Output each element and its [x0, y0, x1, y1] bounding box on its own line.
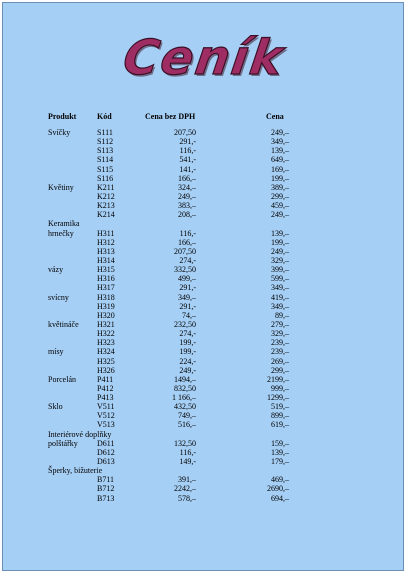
net-price-cell: 224,- — [179, 356, 196, 366]
code-cell: H326 — [97, 365, 115, 375]
code-cell: S115 — [97, 164, 114, 174]
table-row — [0, 201, 408, 210]
net-price-cell: 232,50 — [174, 319, 196, 329]
net-price-cell: 166,– — [178, 173, 196, 183]
price-cell: 2690,– — [267, 484, 289, 494]
code-cell: H325 — [97, 356, 115, 366]
net-price-cell: 74,– — [182, 310, 196, 320]
price-cell: 89,– — [275, 310, 289, 320]
net-price-cell: 324,– — [178, 182, 196, 192]
net-price-cell: 132,50 — [174, 438, 196, 448]
table-row — [0, 238, 408, 247]
net-price-cell: 116,- — [179, 447, 196, 457]
code-cell: S112 — [97, 137, 114, 147]
header-price: Cena — [266, 112, 284, 121]
code-cell: K213 — [97, 201, 115, 211]
code-cell: K211 — [97, 182, 115, 192]
product-cell: Porcelán — [48, 374, 76, 384]
code-cell: S116 — [97, 173, 114, 183]
table-row — [0, 174, 408, 183]
table-row — [0, 357, 408, 366]
net-price-cell: 578,– — [178, 493, 196, 503]
code-cell: K212 — [97, 191, 115, 201]
table-row — [0, 411, 408, 420]
net-price-cell: 541,- — [179, 155, 196, 165]
header-net-price: Cena bez DPH — [145, 112, 196, 121]
product-cell: svícny — [48, 292, 69, 302]
table-row — [0, 329, 408, 338]
table-row — [0, 219, 408, 228]
net-price-cell: 116,- — [179, 146, 196, 156]
code-cell: H313 — [97, 246, 115, 256]
table-row — [0, 402, 408, 411]
product-cell: Keramika — [48, 219, 80, 229]
table-row — [0, 229, 408, 238]
table-row — [0, 302, 408, 311]
price-cell: 999,– — [271, 383, 289, 393]
product-cell: polštářky — [48, 438, 78, 448]
price-cell: 139,– — [271, 228, 289, 238]
net-price-cell: 249,- — [179, 365, 196, 375]
product-cell: hrnečky — [48, 228, 74, 238]
price-cell: 329,– — [271, 329, 289, 339]
price-cell: 349,– — [271, 283, 289, 293]
product-cell: Sklo — [48, 402, 63, 412]
price-cell: 599,– — [271, 274, 289, 284]
table-row — [0, 347, 408, 356]
code-cell: V511 — [97, 402, 115, 412]
price-cell: 329,– — [271, 255, 289, 265]
price-cell: 299,– — [271, 191, 289, 201]
code-cell: H324 — [97, 347, 115, 357]
table-row — [0, 448, 408, 457]
net-price-cell: 291,- — [179, 283, 196, 293]
price-cell: 179,– — [271, 457, 289, 467]
price-cell: 619,– — [271, 420, 289, 430]
net-price-cell: 274,- — [179, 255, 196, 265]
table-row — [0, 274, 408, 283]
price-cell: 459,– — [271, 201, 289, 211]
table-row — [0, 311, 408, 320]
product-cell: mísy — [48, 347, 64, 357]
product-cell: Svíčky — [48, 128, 71, 137]
price-cell: 419,– — [271, 292, 289, 302]
net-price-cell: 391,– — [178, 475, 196, 485]
code-cell: H311 — [97, 228, 115, 238]
price-cell: 469,– — [271, 475, 289, 485]
table-row — [0, 283, 408, 292]
code-cell: H316 — [97, 274, 115, 284]
code-cell: H318 — [97, 292, 115, 302]
table-row — [0, 320, 408, 329]
table-row — [0, 146, 408, 155]
price-cell: 249,– — [271, 128, 289, 137]
code-cell: V513 — [97, 420, 115, 430]
table-row — [0, 128, 408, 137]
net-price-cell: 116,- — [179, 228, 196, 238]
table-row — [0, 155, 408, 164]
price-cell: 139,– — [271, 146, 289, 156]
net-price-cell: 291,- — [179, 137, 196, 147]
net-price-cell: 832,50 — [174, 383, 196, 393]
net-price-cell: 141,- — [179, 164, 196, 174]
code-cell: B713 — [97, 493, 115, 503]
net-price-cell: 207,50 — [174, 128, 196, 137]
net-price-cell: 199,- — [179, 338, 196, 348]
code-cell: V512 — [97, 411, 115, 421]
net-price-cell: 383,– — [178, 201, 196, 211]
net-price-cell: 207,50 — [174, 246, 196, 256]
price-cell: 199,– — [271, 173, 289, 183]
code-cell: P413 — [97, 393, 114, 403]
product-cell: vázy — [48, 265, 64, 275]
code-cell: D612 — [97, 447, 115, 457]
table-row — [0, 393, 408, 402]
table-row — [0, 192, 408, 201]
code-cell: H319 — [97, 301, 115, 311]
table-row — [0, 439, 408, 448]
code-cell: H315 — [97, 265, 115, 275]
price-cell: 299,– — [271, 365, 289, 375]
table-row — [0, 183, 408, 192]
price-cell: 694,– — [271, 493, 289, 503]
price-cell: 519,– — [271, 402, 289, 412]
code-cell: H312 — [97, 237, 115, 247]
net-price-cell: 1494,– — [174, 374, 196, 384]
table-row — [0, 366, 408, 375]
table-row — [0, 430, 408, 439]
product-cell: květináče — [48, 319, 79, 329]
table-row — [0, 137, 408, 146]
product-cell: Šperky, bižuterie — [48, 466, 103, 476]
net-price-cell: 249,– — [178, 191, 196, 201]
table-row — [0, 375, 408, 384]
table-row — [0, 265, 408, 274]
product-cell: Interiérové doplňky — [48, 429, 112, 439]
table-row — [0, 475, 408, 484]
header-product: Produkt — [48, 112, 77, 121]
code-cell: S113 — [97, 146, 114, 156]
price-cell: 899,– — [271, 411, 289, 421]
price-cell: 249,– — [271, 246, 289, 256]
code-cell: H314 — [97, 255, 115, 265]
net-price-cell: 332,50 — [174, 265, 196, 275]
price-cell: 159,– — [271, 438, 289, 448]
table-row — [0, 466, 408, 475]
code-cell: P411 — [97, 374, 114, 384]
price-cell: 279,– — [271, 319, 289, 329]
price-cell: 249,– — [271, 210, 289, 220]
net-price-cell: 432,50 — [174, 402, 196, 412]
code-cell: H322 — [97, 329, 115, 339]
price-cell: 269,– — [271, 356, 289, 366]
price-cell: 649,– — [271, 155, 289, 165]
page-title: Ceník — [119, 30, 289, 86]
code-cell: S111 — [97, 128, 113, 137]
net-price-cell: 291,- — [179, 301, 196, 311]
code-cell: H320 — [97, 310, 115, 320]
price-cell: 2199,– — [267, 374, 289, 384]
table-row — [0, 256, 408, 265]
price-cell: 169,– — [271, 164, 289, 174]
code-cell: D611 — [97, 438, 115, 448]
code-cell: H323 — [97, 338, 115, 348]
product-cell: Květiny — [48, 182, 74, 192]
price-cell: 349,– — [271, 301, 289, 311]
code-cell: B712 — [97, 484, 115, 494]
code-cell: K214 — [97, 210, 115, 220]
table-row — [0, 384, 408, 393]
net-price-cell: 2242,– — [174, 484, 196, 494]
table-row — [0, 293, 408, 302]
price-cell: 239,– — [271, 347, 289, 357]
table-row — [0, 165, 408, 174]
net-price-cell: 349,– — [178, 292, 196, 302]
table-row — [0, 484, 408, 493]
table-row — [0, 457, 408, 466]
net-price-cell: 1 166,– — [172, 393, 196, 403]
code-cell: H317 — [97, 283, 115, 293]
price-cell: 349,– — [271, 137, 289, 147]
price-cell: 139,– — [271, 447, 289, 457]
net-price-cell: 516,– — [178, 420, 196, 430]
code-cell: B711 — [97, 475, 115, 485]
table-row — [0, 210, 408, 219]
table-row — [0, 247, 408, 256]
net-price-cell: 149,- — [179, 457, 196, 467]
table-row — [0, 420, 408, 429]
net-price-cell: 499,– — [178, 274, 196, 284]
price-cell: 199,– — [271, 237, 289, 247]
code-cell: P412 — [97, 383, 114, 393]
code-cell: H321 — [97, 319, 115, 329]
code-cell: D613 — [97, 457, 115, 467]
table-row — [0, 338, 408, 347]
net-price-cell: 274,- — [179, 329, 196, 339]
price-cell: 399,– — [271, 265, 289, 275]
table-row — [0, 494, 408, 503]
net-price-cell: 208,– — [178, 210, 196, 220]
price-cell: 389,– — [271, 182, 289, 192]
code-cell: S114 — [97, 155, 114, 165]
net-price-cell: 749,– — [178, 411, 196, 421]
price-cell: 239,– — [271, 338, 289, 348]
header-code: Kód — [97, 112, 112, 121]
price-cell: 1299,– — [267, 393, 289, 403]
net-price-cell: 199,- — [179, 347, 196, 357]
net-price-cell: 166,– — [178, 237, 196, 247]
